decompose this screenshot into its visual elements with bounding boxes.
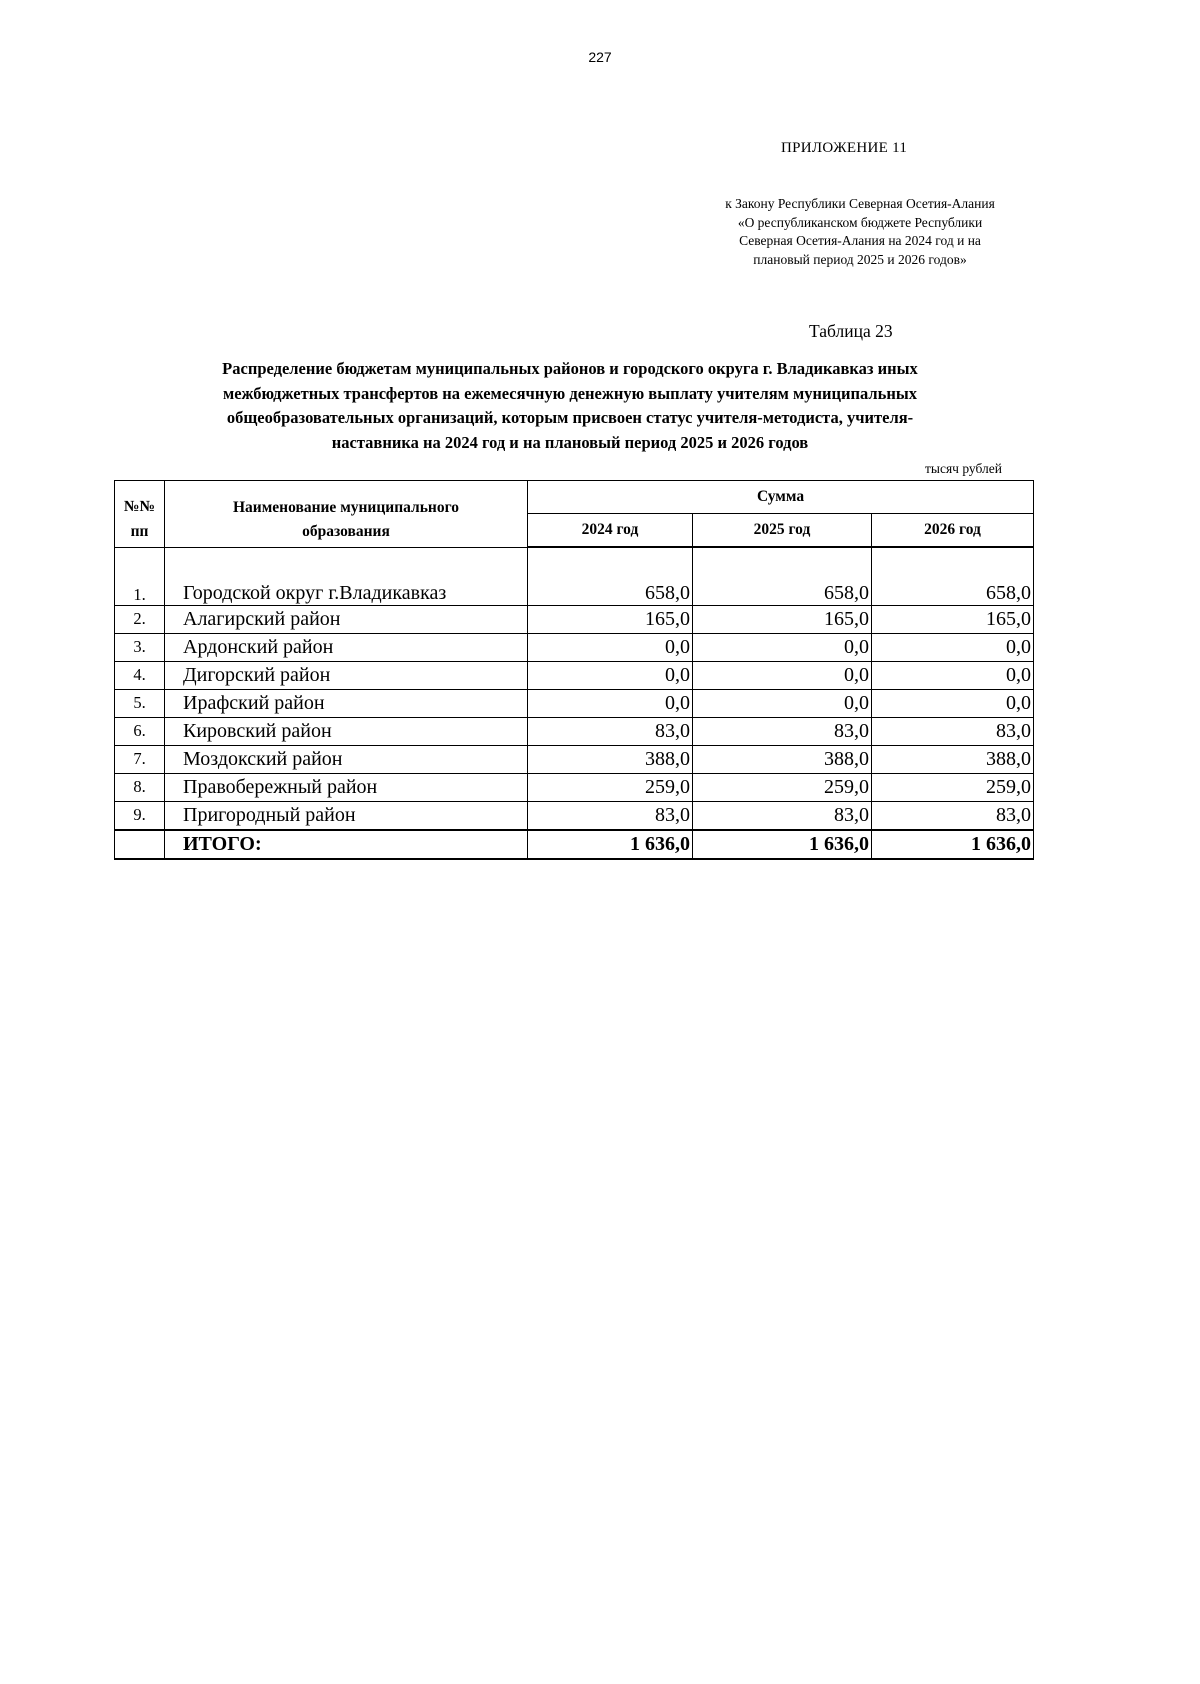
row-value-2024: 165,0 [528, 605, 693, 633]
total-value-2026: 1 636,0 [872, 830, 1034, 859]
table-row [115, 661, 1034, 689]
header-number-line: №№ [123, 498, 156, 515]
row-number: 5. [115, 689, 165, 717]
row-number: 2. [115, 605, 165, 633]
row-name: Правобережный район [165, 773, 528, 801]
row-value-2026: 83,0 [872, 717, 1034, 745]
row-name: Моздокский район [165, 745, 528, 773]
total-number-cell [115, 830, 165, 859]
header-year-2026: 2026 год [872, 514, 1034, 548]
row-value-2024: 388,0 [528, 745, 693, 773]
header-name-cell [165, 481, 528, 548]
row-value-2025: 658,0 [693, 547, 872, 605]
row-value-2025: 259,0 [693, 773, 872, 801]
row-value-2025: 0,0 [693, 689, 872, 717]
row-value-2025: 388,0 [693, 745, 872, 773]
row-value-2024: 83,0 [528, 717, 693, 745]
table-row [115, 717, 1034, 745]
table-row [115, 605, 1034, 633]
row-number: 1. [115, 547, 165, 605]
total-row [115, 830, 1034, 859]
row-value-2024: 259,0 [528, 773, 693, 801]
table-row [115, 689, 1034, 717]
table-title-line: наставника на 2024 год и на плановый период 2025 и 2026 годов [331, 432, 809, 452]
total-label: ИТОГО: [165, 830, 528, 859]
total-value-2024: 1 636,0 [528, 830, 693, 859]
table-title-line: общеобразовательных организаций, которым присвоен статус учителя-методиста, учителя- [226, 408, 914, 427]
page-number: 227 [588, 49, 612, 65]
law-reference-line: Северная Осетия-Алания на 2024 год и на [739, 233, 981, 248]
header-name-line: образования [302, 523, 390, 540]
table-row [115, 773, 1034, 801]
row-name: Алагирский район [165, 605, 528, 633]
row-number: 3. [115, 633, 165, 661]
header-year-2025: 2025 год [693, 514, 872, 548]
total-value-2025: 1 636,0 [693, 830, 872, 859]
row-name: Ардонский район [165, 633, 528, 661]
row-value-2024: 0,0 [528, 661, 693, 689]
table-title-line: Распределение бюджетам муниципальных районов и городского округа г. Владикавказ иных [222, 359, 918, 378]
row-name: Ирафский район [165, 689, 528, 717]
law-reference [690, 195, 1030, 269]
row-value-2025: 0,0 [693, 661, 872, 689]
law-reference-line: к Закону Республики Северная Осетия-Алания [725, 196, 995, 211]
row-value-2025: 165,0 [693, 605, 872, 633]
row-value-2025: 0,0 [693, 633, 872, 661]
table-row [115, 801, 1034, 830]
units-label: тысяч рублей [925, 461, 1002, 476]
row-value-2026: 83,0 [872, 801, 1034, 830]
row-value-2026: 165,0 [872, 605, 1034, 633]
table-row [115, 745, 1034, 773]
row-name: Городской округ г.Владикавказ [165, 547, 528, 605]
row-value-2026: 0,0 [872, 689, 1034, 717]
row-number: 6. [115, 717, 165, 745]
table-row [115, 633, 1034, 661]
row-value-2024: 83,0 [528, 801, 693, 830]
table-number: Таблица 23 [809, 321, 893, 341]
row-number: 4. [115, 661, 165, 689]
row-value-2025: 83,0 [693, 801, 872, 830]
row-value-2026: 388,0 [872, 745, 1034, 773]
row-value-2026: 259,0 [872, 773, 1034, 801]
row-value-2026: 0,0 [872, 661, 1034, 689]
header-sum-cell: Сумма [528, 481, 1034, 514]
header-number-cell [115, 481, 165, 548]
row-number: 9. [115, 801, 165, 830]
header-name-line: Наименование муниципального [232, 499, 460, 516]
law-reference-line: плановый период 2025 и 2026 годов» [753, 251, 967, 267]
appendix-title: ПРИЛОЖЕНИЕ 11 [781, 140, 908, 156]
row-name: Дигорский район [165, 661, 528, 689]
law-reference-line: «О республиканском бюджете Республики [737, 214, 983, 230]
row-value-2025: 83,0 [693, 717, 872, 745]
row-number: 7. [115, 745, 165, 773]
header-year-2024: 2024 год [528, 514, 693, 548]
table-row [115, 547, 1034, 605]
table-title [130, 357, 1010, 455]
row-value-2026: 658,0 [872, 547, 1034, 605]
row-value-2026: 0,0 [872, 633, 1034, 661]
table-title-line: межбюджетных трансфертов на ежемесячную денежную выплату учителям муниципальных [222, 383, 918, 403]
row-number: 8. [115, 773, 165, 801]
row-value-2024: 0,0 [528, 633, 693, 661]
row-value-2024: 0,0 [528, 689, 693, 717]
header-number-line: пп [130, 523, 149, 540]
row-name: Кировский район [165, 717, 528, 745]
row-value-2024: 658,0 [528, 547, 693, 605]
row-name: Пригородный район [165, 801, 528, 830]
budget-table [114, 480, 1034, 860]
